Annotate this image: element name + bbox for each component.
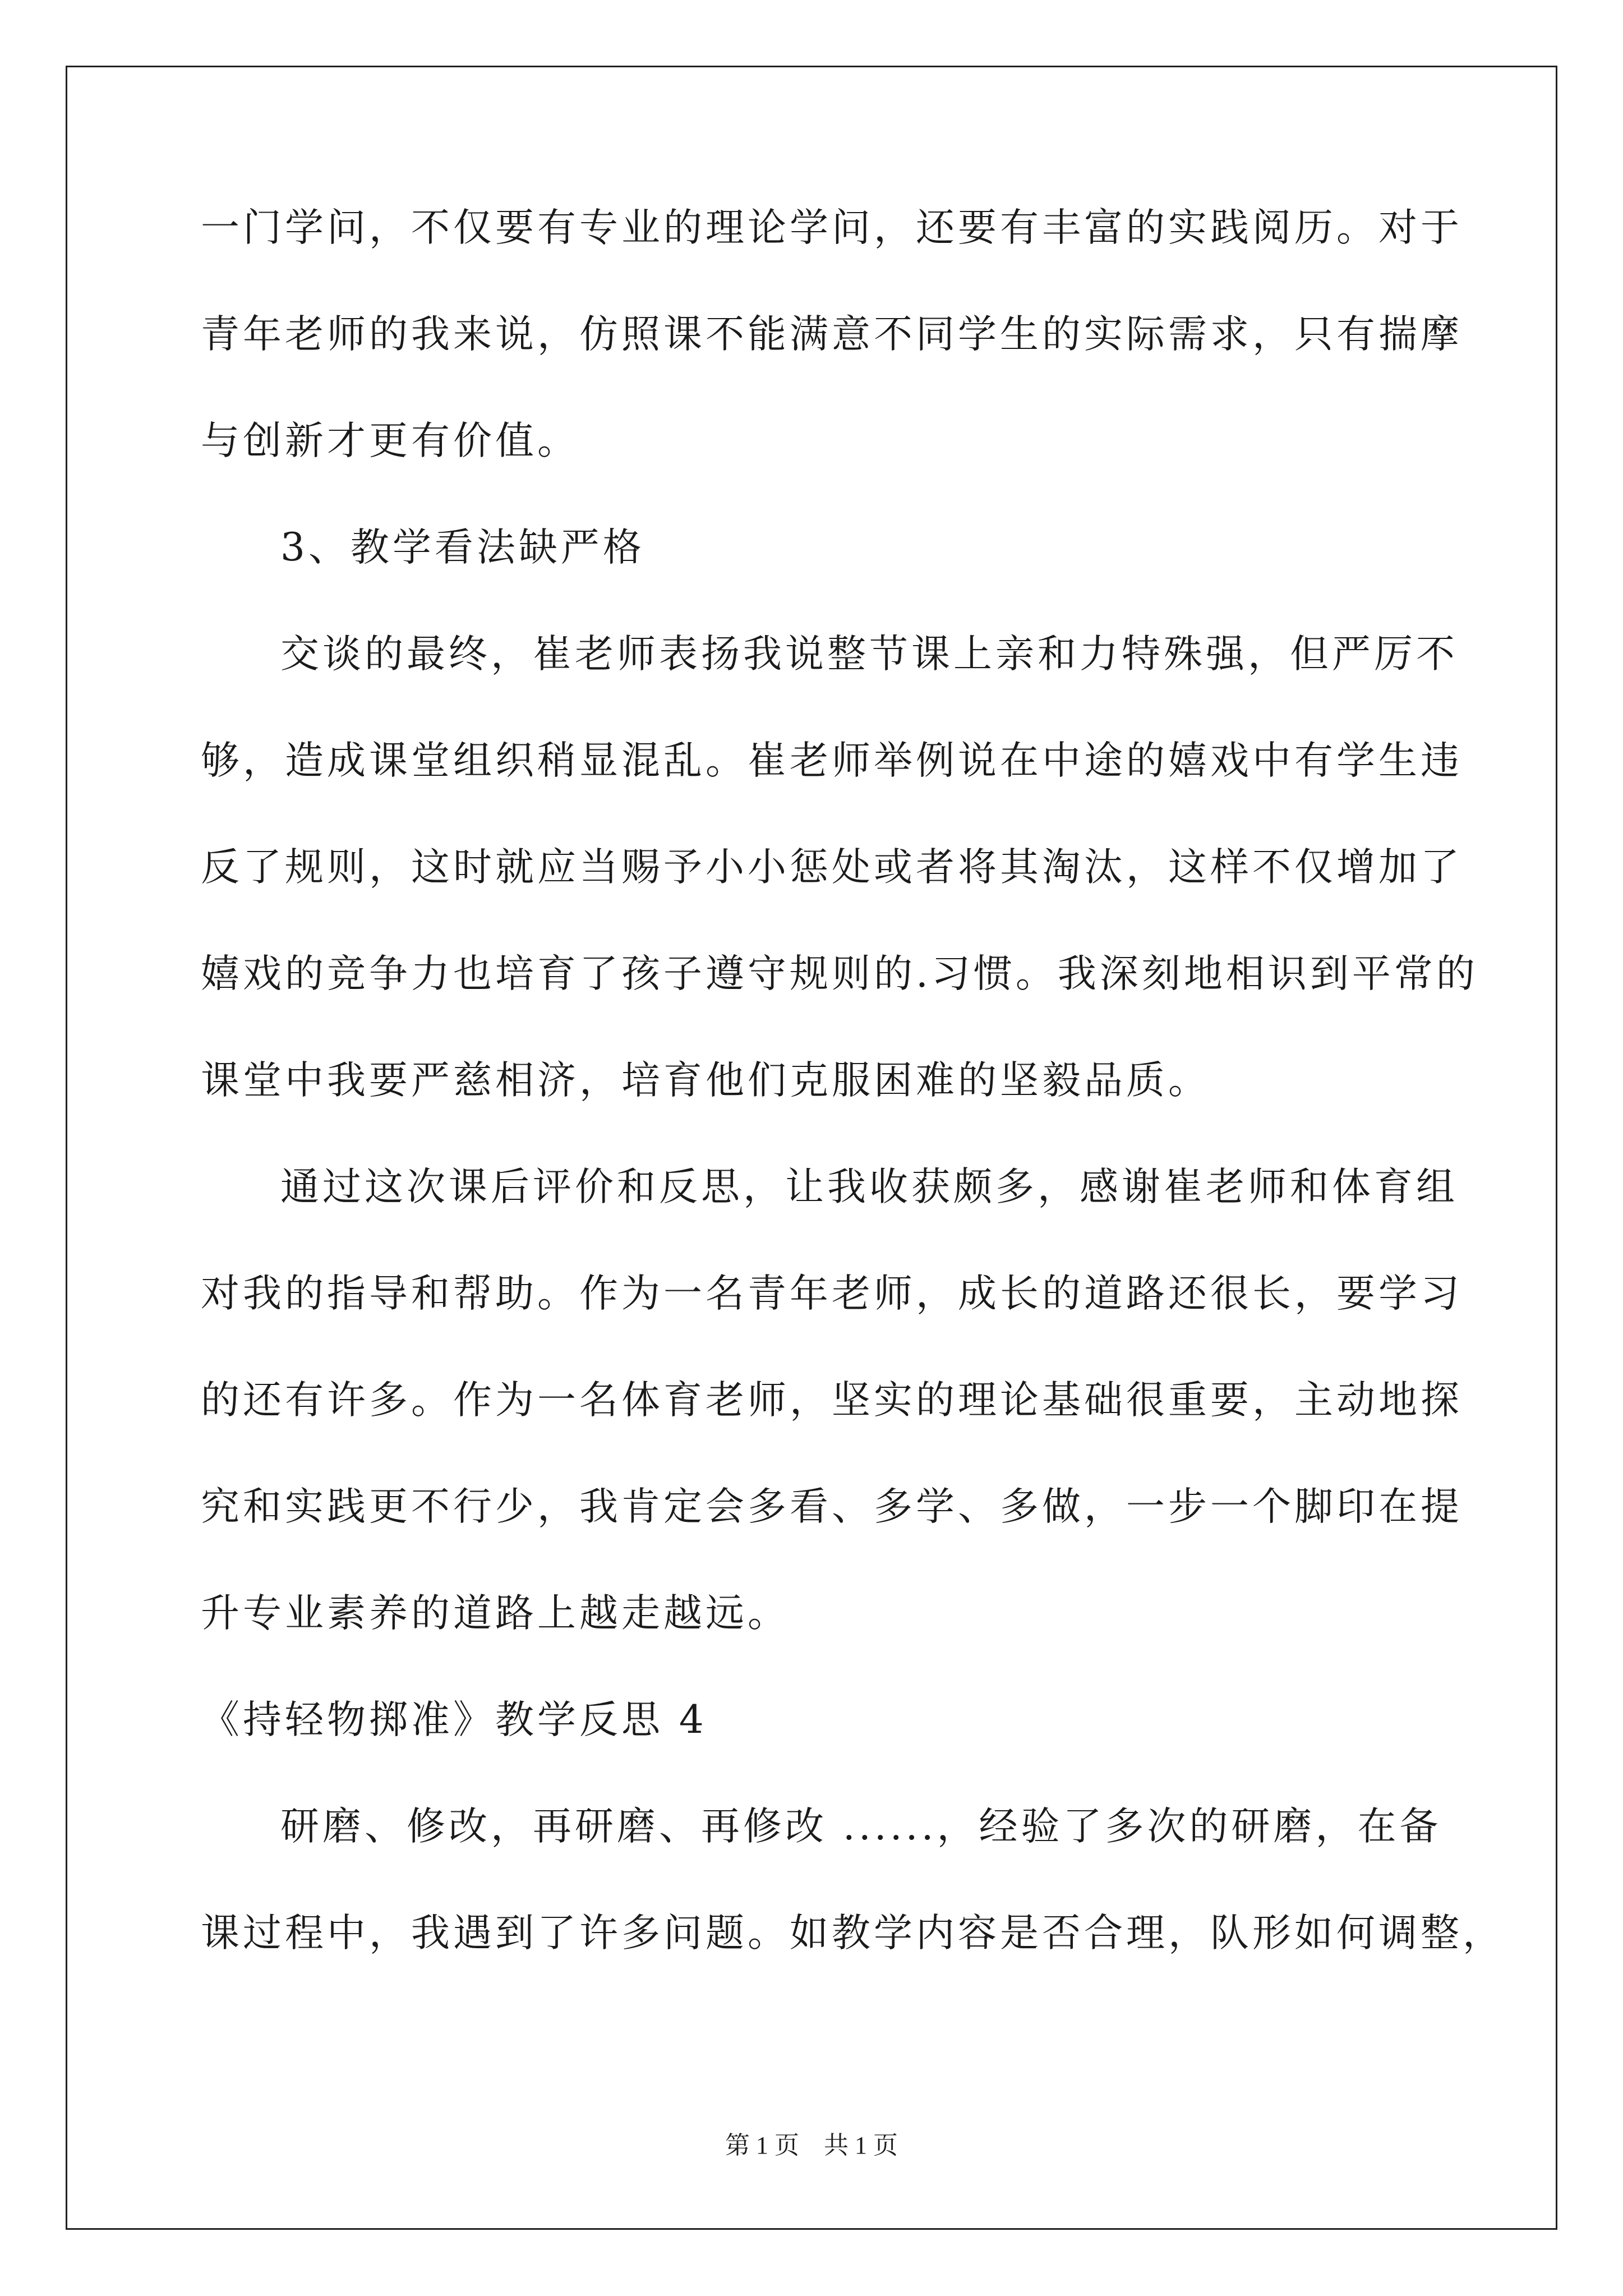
paragraph-line: 反了规则，这时就应当赐予小小惩处或者将其淘汰，这样不仅增加了 <box>201 845 1463 890</box>
paragraph-line: 够，造成课堂组织稍显混乱。崔老师举例说在中途的嬉戏中有学生违 <box>201 738 1463 783</box>
page-border <box>66 66 1557 2230</box>
paragraph-line: 升专业素养的道路上越走越远。 <box>201 1591 790 1636</box>
paragraph-line: 研磨、修改，再研磨、再修改 ......，经验了多次的研磨，在备 <box>280 1804 1442 1849</box>
paragraph-line: 嬉戏的竞争力也培育了孩子遵守规则的.习惯。我深刻地相识到平常的 <box>201 951 1478 996</box>
paragraph-line: 课过程中，我遇到了许多问题。如教学内容是否合理，队形如何调整， <box>201 1911 1505 1955</box>
paragraph-line: 对我的指导和帮助。作为一名青年老师，成长的道路还很长，要学习 <box>201 1271 1463 1316</box>
article-title: 《持轻物掷准》教学反思 4 <box>201 1697 707 1742</box>
page-number-footer: 第 1 页 共 1 页 <box>725 2132 898 2159</box>
paragraph-line: 一门学问，不仅要有专业的理论学问，还要有丰富的实践阅历。对于 <box>201 205 1463 250</box>
section-heading: 3、教学看法缺严格 <box>280 525 645 570</box>
paragraph-line: 与创新才更有价值。 <box>201 418 579 463</box>
paragraph-line: 的还有许多。作为一名体育老师，坚实的理论基础很重要，主动地探 <box>201 1378 1463 1423</box>
paragraph-line: 青年老师的我来说，仿照课不能满意不同学生的实际需求，只有揣摩 <box>201 312 1463 357</box>
paragraph-line: 通过这次课后评价和反思，让我收获颇多，感谢崔老师和体育组 <box>280 1165 1458 1209</box>
paragraph-line: 交谈的最终，崔老师表扬我说整节课上亲和力特殊强，但严厉不 <box>280 632 1458 677</box>
paragraph-line: 课堂中我要严慈相济，培育他们克服困难的坚毅品质。 <box>201 1058 1210 1103</box>
paragraph-line: 究和实践更不行少，我肯定会多看、多学、多做，一步一个脚印在提 <box>201 1484 1463 1529</box>
